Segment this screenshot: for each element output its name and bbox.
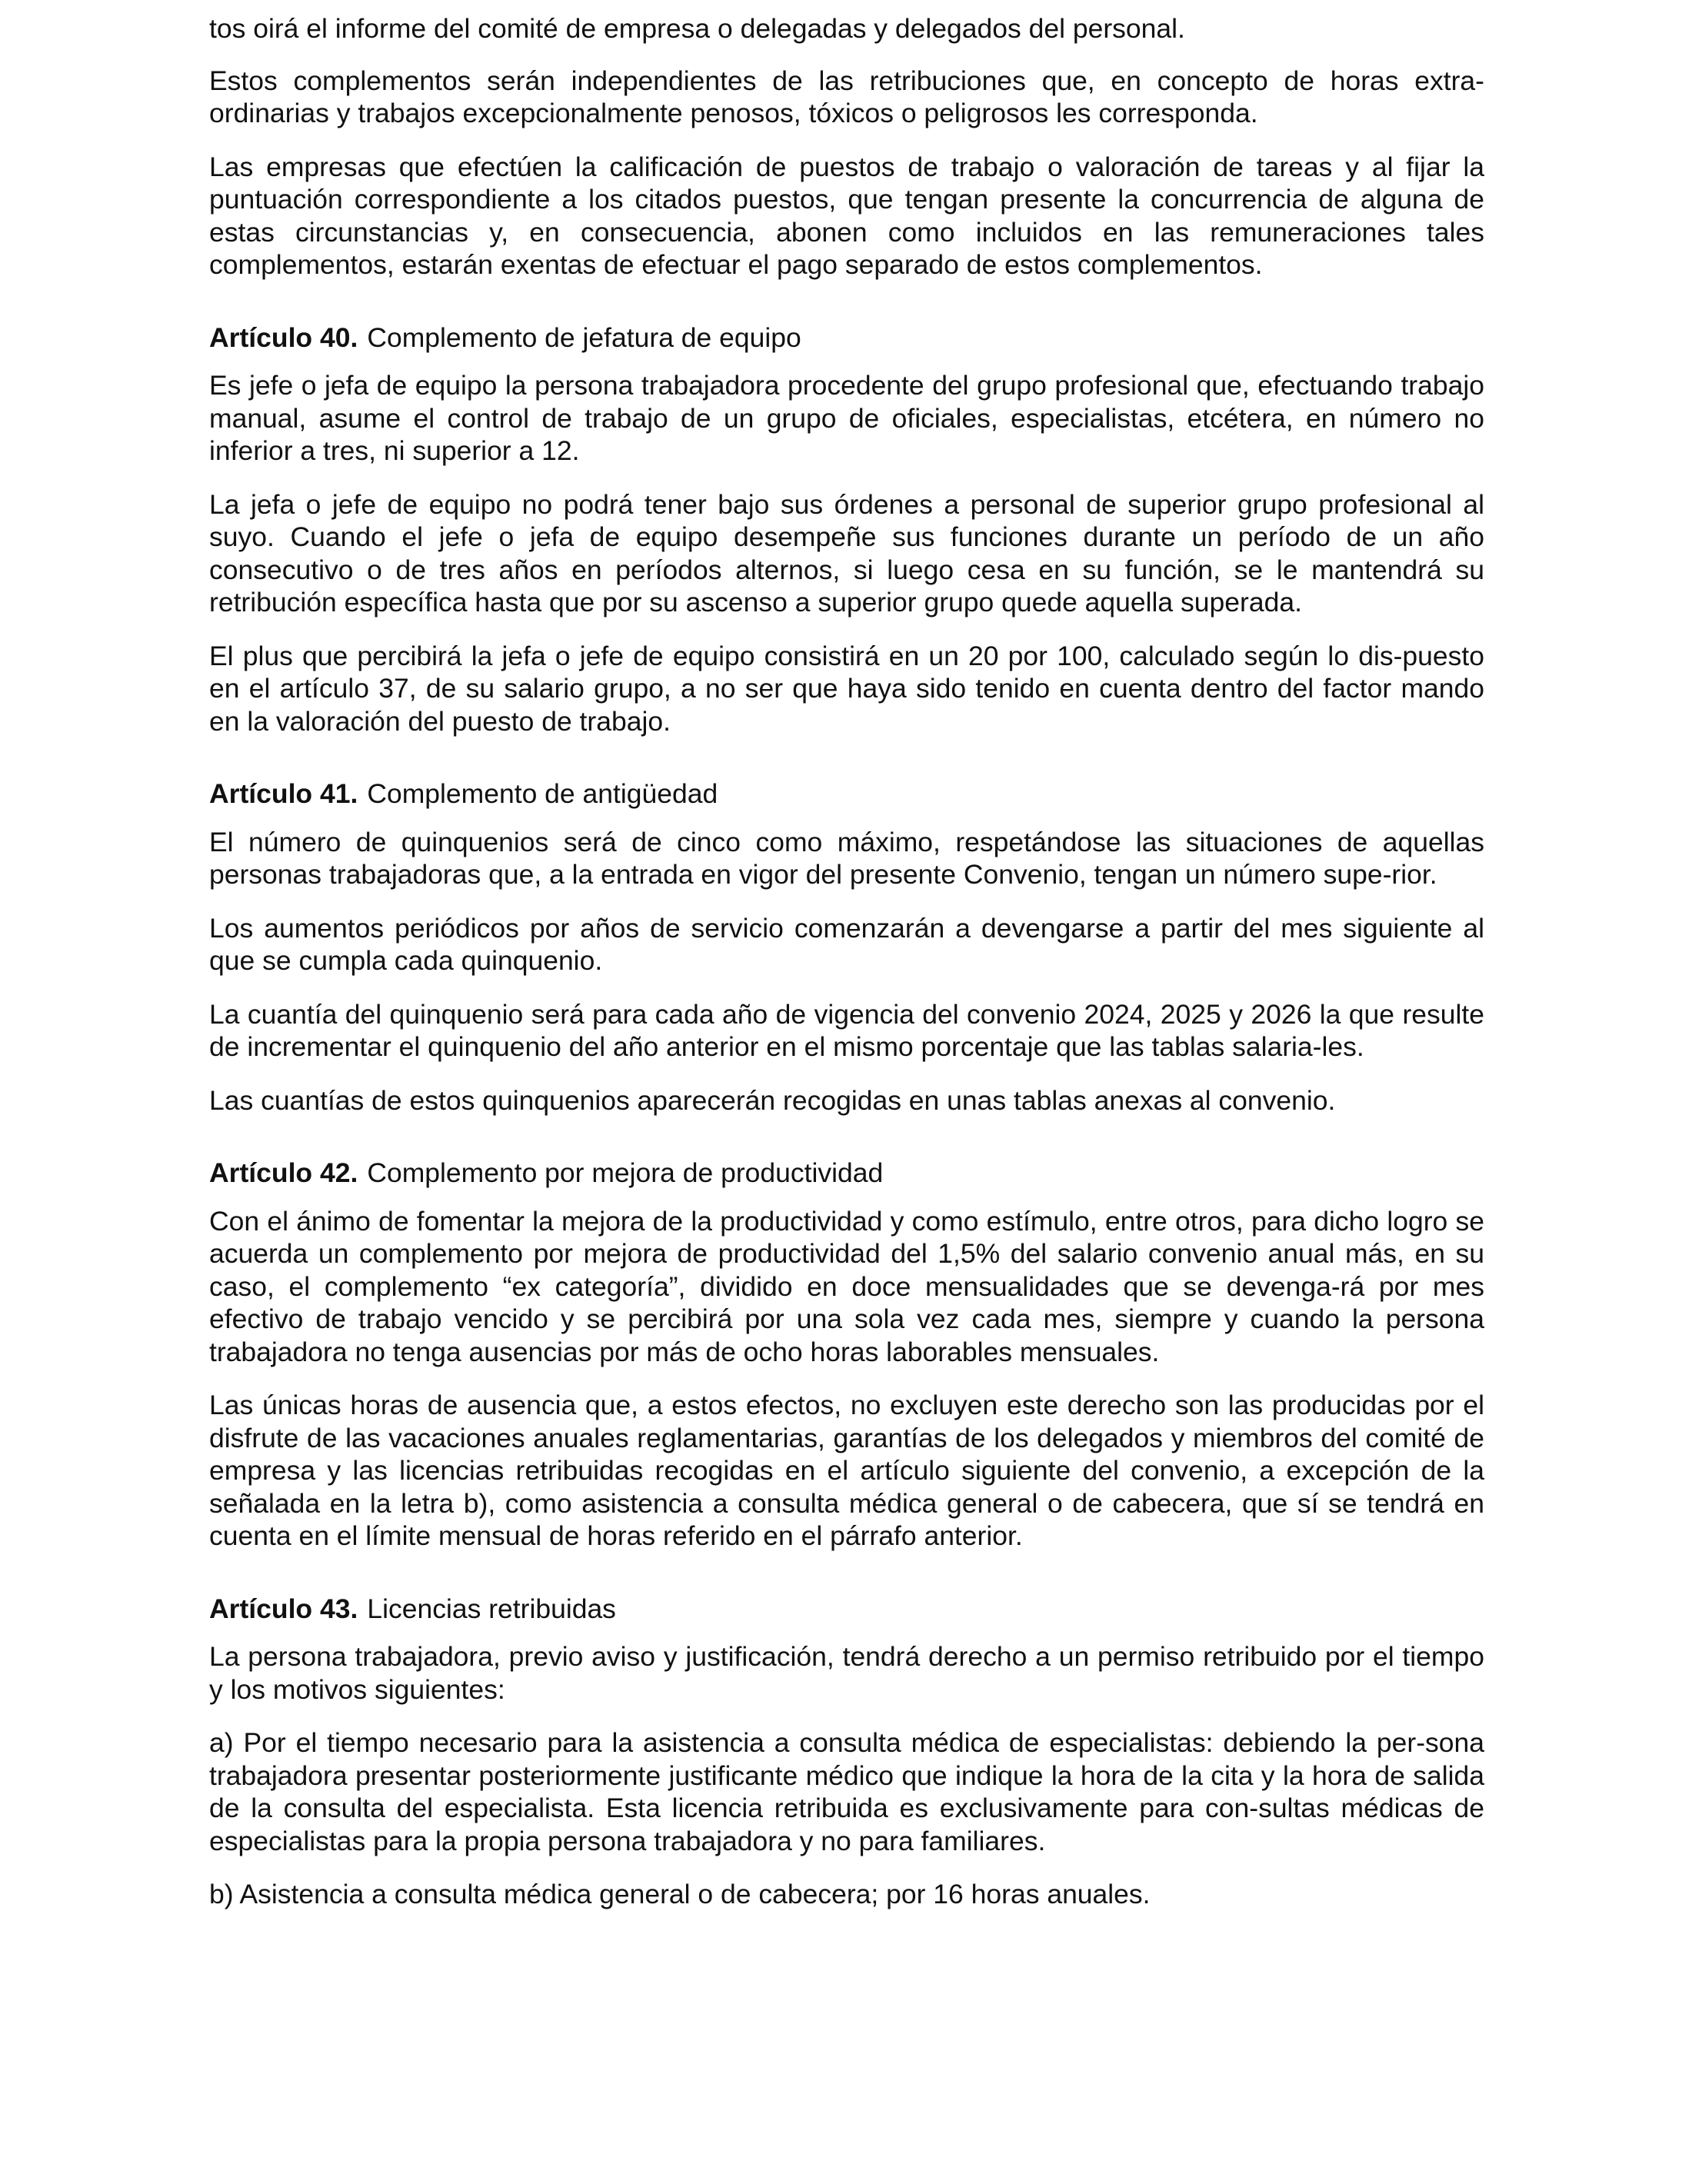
article-number: Artículo 41. [209, 778, 358, 809]
article-number: Artículo 43. [209, 1593, 358, 1624]
article-42-heading [209, 1157, 1484, 1190]
article-paragraph: Las cuantías de estos quinquenios aparecerán recogidas en unas tablas anexas al convenio. [209, 1084, 1336, 1116]
article-41-heading [209, 777, 1484, 811]
article-number: Artículo 40. [209, 321, 358, 353]
article-paragraph: El plus que percibirá la jefa o jefe de equipo consistirá en un 20 por 100, calculado según lo dis-puesto en el artículo 37, de su salario grupo, a no ser que haya sido tenido en cuenta dentro del factor mando en la valoración del puesto de trabajo. [209, 640, 1484, 737]
article-paragraph: Con el ánimo de fomentar la mejora de la productividad y como estímulo, entre otros, para dicho logro se acuerda un complemento por mejora de productividad del 1,5% del salario convenio anual más, en su caso, el complemento “ex categoría”, dividido en doce mensualidades que se devenga-rá por mes efectivo de trabajo vencido y se percibirá por una sola vez cada mes, siempre y cuando la persona trabajadora no tenga ausencias por más de ocho horas laborables mensuales. [209, 1205, 1484, 1367]
article-paragraph: Los aumentos periódicos por años de servicio comenzarán a devengarse a partir del mes siguiente al que se cumpla cada quinquenio. [209, 912, 1484, 976]
article-paragraph: La cuantía del quinquenio será para cada año de vigencia del convenio 2024, 2025 y 2026 la que resulte de incrementar el quinquenio del año anterior en el mismo porcentaje que las tablas salaria-les. [209, 998, 1484, 1062]
article-paragraph: La jefa o jefe de equipo no podrá tener bajo sus órdenes a personal de superior grupo profesional al suyo. Cuando el jefe o jefa de equipo desempeñe sus funciones durante un período de un año consecutivo o de tres años en períodos alternos, si luego cesa en su función, se le mantendrá su retribución específica hasta que por su ascenso a superior grupo quede aquella superada. [209, 488, 1484, 618]
article-paragraph: El número de quinquenios será de cinco como máximo, respetándose las situaciones de aquellas personas trabajadoras que, a la entrada en vigor del presente Convenio, tengan un número supe-rior. [209, 826, 1484, 890]
article-title: Complemento de jefatura de equipo [367, 321, 801, 353]
article-paragraph: Las únicas horas de ausencia que, a estos efectos, no excluyen este derecho son las producidas por el disfrute de las vacaciones anuales reglamentarias, garantías de los delegados y miembros del comité de empresa y las licencias retribuidas recogidas en el artículo siguiente del convenio, a excepción de la señalada en la letra b), como asistencia a consulta médica general o de cabecera, que sí se tendrá en cuenta en el límite mensual de horas referido en el párrafo anterior. [209, 1390, 1484, 1551]
article-paragraph: La persona trabajadora, previo aviso y justificación, tendrá derecho a un permiso retribuido por el tiempo y los motivos siguientes: [209, 1641, 1484, 1705]
intro-paragraph: Las empresas que efectúen la calificación de puestos de trabajo o valoración de tareas y al fijar la puntuación correspondiente a los citados puestos, que tengan presente la concurrencia de alguna de estas circunstancias y, en consecuencia, abonen como incluidos en las remuneraciones tales complementos, estarán exentas de efectuar el pago separado de estos complementos. [209, 151, 1484, 280]
article-title: Complemento de antigüedad [367, 778, 718, 809]
article-title: Complemento por mejora de productividad [367, 1157, 884, 1188]
article-43-heading [209, 1593, 1484, 1626]
intro-paragraph: Estos complementos serán independientes de las retribuciones que, en concepto de horas extra-ordinarias y trabajos excepcionalmente penosos, tóxicos o peligrosos les corresponda. [209, 65, 1484, 128]
article-paragraph: b) Asistencia a consulta médica general o de cabecera; por 16 horas anuales. [209, 1879, 1151, 1909]
article-number: Artículo 42. [209, 1157, 358, 1188]
article-paragraph: Es jefe o jefa de equipo la persona trabajadora procedente del grupo profesional que, efectuando trabajo manual, asume el control de trabajo de un grupo de oficiales, especialistas, etcétera, en número no inferior a tres, ni superior a 12. [209, 370, 1484, 466]
article-40-heading [209, 321, 1484, 355]
intro-paragraph: tos oirá el informe del comité de empresa o delegadas y delegados del personal. [209, 13, 1185, 44]
article-title: Licencias retribuidas [367, 1593, 616, 1624]
document-page [209, 12, 1484, 1932]
article-paragraph: a) Por el tiempo necesario para la asistencia a consulta médica de especialistas: debiendo la per-sona trabajadora presentar posteriormente justificante médico que indique la hora de la cita y la hora de salida de la consulta del especialista. Esta licencia retribuida es exclusivamente para con-sultas médicas de especialistas para la propia persona trabajadora y no para familiares. [209, 1727, 1484, 1856]
